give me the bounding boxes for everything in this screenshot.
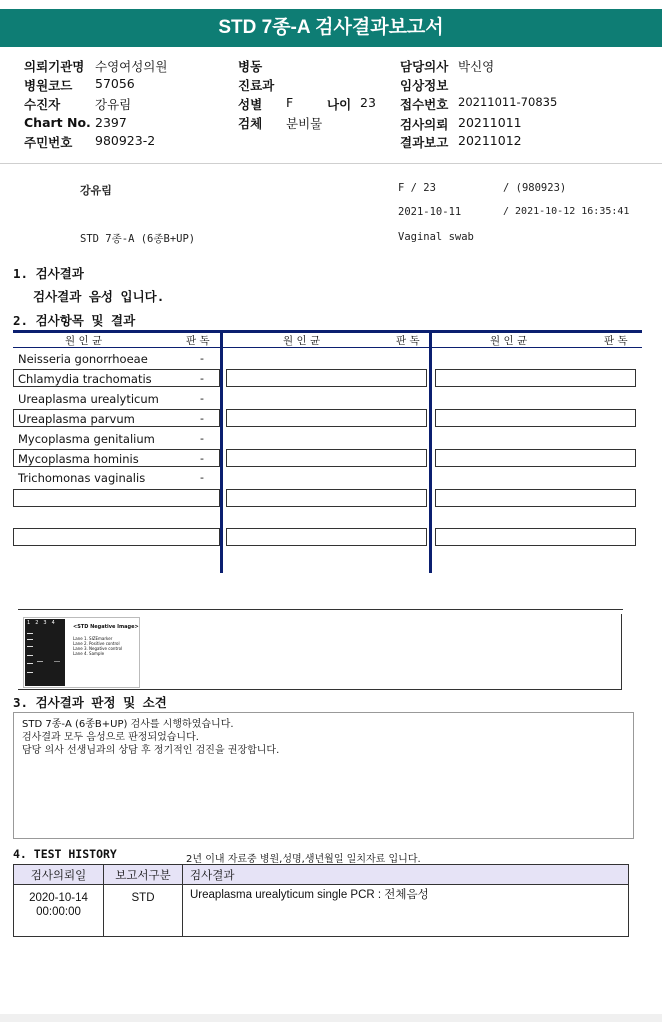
sex-label: 성별	[238, 97, 263, 112]
pathogen-name: Ureaplasma parvum	[18, 412, 135, 426]
pathogen-name: Chlamydia trachomatis	[18, 372, 152, 386]
chart-value: 2397	[95, 115, 127, 130]
col1-pathogen-header: 원 인 균	[65, 335, 103, 347]
gel-band	[27, 646, 33, 647]
institution-label: 의뢰기관명	[24, 59, 85, 74]
row-box	[435, 528, 636, 546]
ward-label: 병동	[238, 59, 263, 74]
section3-title: 3. 검사결과 판정 및 소견	[13, 695, 167, 710]
gel-band	[27, 663, 33, 664]
row-box	[435, 369, 636, 387]
column-divider-1	[220, 330, 223, 573]
row-box	[226, 528, 427, 546]
column-divider-2	[429, 330, 432, 573]
history-note: 2년 이내 자료중 병원,성명,생년월일 일치자료 입니다.	[186, 854, 421, 865]
history-header-rule	[13, 884, 629, 885]
pathogen-name: Neisseria gonorrhoeae	[18, 352, 148, 366]
history-header-result: 검사결과	[190, 870, 235, 882]
id-value: 980923-2	[95, 133, 156, 148]
pathogen-result: -	[200, 352, 204, 365]
receipt-label: 접수번호	[400, 97, 449, 112]
gel-caption: Lane 1. SIZEmarker Lane 2. Positive control Lane 3. Negative control Lane 4. Sample	[73, 636, 123, 656]
pathogen-name: Mycoplasma genitalium	[18, 432, 155, 446]
row-box	[226, 489, 427, 507]
header-divider	[0, 163, 662, 164]
opinion-text: STD 7종-A (6종B+UP) 검사를 시행하였습니다. 검사결과 모두 음성으로 판정되었습니다. 담당 의사 선생님과의 상담 후 정기적인 검진을 권장합니다.	[22, 719, 280, 756]
col2-pathogen-header: 원 인 균	[283, 335, 321, 347]
info-test-name: STD 7종-A (6종B+UP)	[80, 233, 196, 245]
gel-top-rule	[18, 609, 623, 610]
row-box	[435, 489, 636, 507]
gel-band	[27, 672, 33, 673]
history-header-date: 검사의뢰일	[30, 870, 87, 882]
gel-band	[27, 655, 33, 656]
pathogen-result: -	[200, 471, 204, 484]
col1-result-header: 판 독	[186, 335, 210, 347]
col2-result-header: 판 독	[396, 335, 420, 347]
hospital-code-label: 병원코드	[24, 78, 73, 93]
row-box	[226, 449, 427, 467]
clinical-label: 임상정보	[400, 78, 449, 93]
doctor-label: 담당의사	[400, 59, 449, 74]
recipient-value: 강유림	[95, 97, 132, 112]
gel-band	[37, 661, 43, 662]
row-box	[435, 409, 636, 427]
history-type: STD	[131, 892, 155, 904]
row-box	[13, 489, 220, 507]
gel-image	[25, 619, 65, 686]
report-value: 20211012	[458, 133, 522, 148]
section1-title: 1. 검사결과	[13, 266, 84, 281]
info-request-date: 2021-10-11	[398, 206, 462, 218]
gel-band	[27, 639, 33, 640]
section4-title: 4. TEST HISTORY	[13, 847, 117, 861]
receipt-value: 20211011-70835	[458, 95, 558, 109]
specimen-value: 분비물	[286, 116, 323, 131]
request-label: 검사의뢰	[400, 117, 449, 132]
sex-value: F	[286, 95, 294, 110]
dept-label: 진료과	[238, 78, 275, 93]
hospital-code-value: 57056	[95, 76, 135, 91]
age-value: 23	[360, 95, 376, 110]
pathogen-result: -	[200, 412, 204, 425]
row-box	[435, 449, 636, 467]
recipient-label: 수진자	[24, 97, 61, 112]
row-box	[226, 409, 427, 427]
pathogen-name: Trichomonas vaginalis	[18, 471, 146, 485]
section2-title: 2. 검사항목 및 결과	[13, 313, 136, 328]
request-value: 20211011	[458, 115, 522, 130]
pathogen-result: -	[200, 372, 204, 385]
row-box	[226, 369, 427, 387]
history-result: Ureaplasma urealyticum single PCR : 전체음성	[190, 889, 429, 901]
gel-lane-labels: 1234	[27, 620, 60, 626]
age-label: 나이	[327, 97, 352, 112]
gel-band	[27, 633, 33, 634]
section1-text: 검사결과 음성 입니다.	[33, 289, 165, 304]
report-title: STD 7종-A 검사결과보고서	[0, 9, 662, 47]
col3-pathogen-header: 원 인 균	[490, 335, 528, 347]
id-label: 주민번호	[24, 135, 73, 150]
pathogen-name: Mycoplasma hominis	[18, 452, 139, 466]
info-name: 강유림	[80, 184, 112, 197]
col3-result-header: 판 독	[604, 335, 628, 347]
chart-label: Chart No.	[24, 115, 91, 130]
info-report-datetime: / 2021-10-12 16:35:41	[503, 206, 630, 217]
pathogen-name: Ureaplasma urealyticum	[18, 392, 159, 406]
gel-caption-title: <STD Negative Image>	[73, 624, 139, 630]
header-underline	[13, 347, 642, 348]
row-box	[13, 528, 220, 546]
history-col-divider	[182, 864, 183, 937]
institution-value: 수영여성의원	[95, 59, 168, 74]
report-label: 결과보고	[400, 135, 449, 150]
specimen-label: 검체	[238, 116, 263, 131]
results-table-top-rule	[13, 330, 642, 333]
info-sex-age: F / 23	[398, 182, 436, 194]
gel-band	[54, 661, 60, 662]
history-time: 00:00:00	[36, 906, 81, 918]
page-footer-band	[0, 1014, 662, 1022]
pathogen-result: -	[200, 432, 204, 445]
history-date: 2020-10-14	[29, 892, 88, 904]
info-birth: / (980923)	[503, 182, 567, 194]
info-specimen: Vaginal swab	[398, 231, 474, 243]
history-header-type: 보고서구분	[115, 870, 171, 882]
doctor-value: 박신영	[458, 59, 495, 74]
pathogen-result: -	[200, 452, 204, 465]
pathogen-result: -	[200, 392, 204, 405]
